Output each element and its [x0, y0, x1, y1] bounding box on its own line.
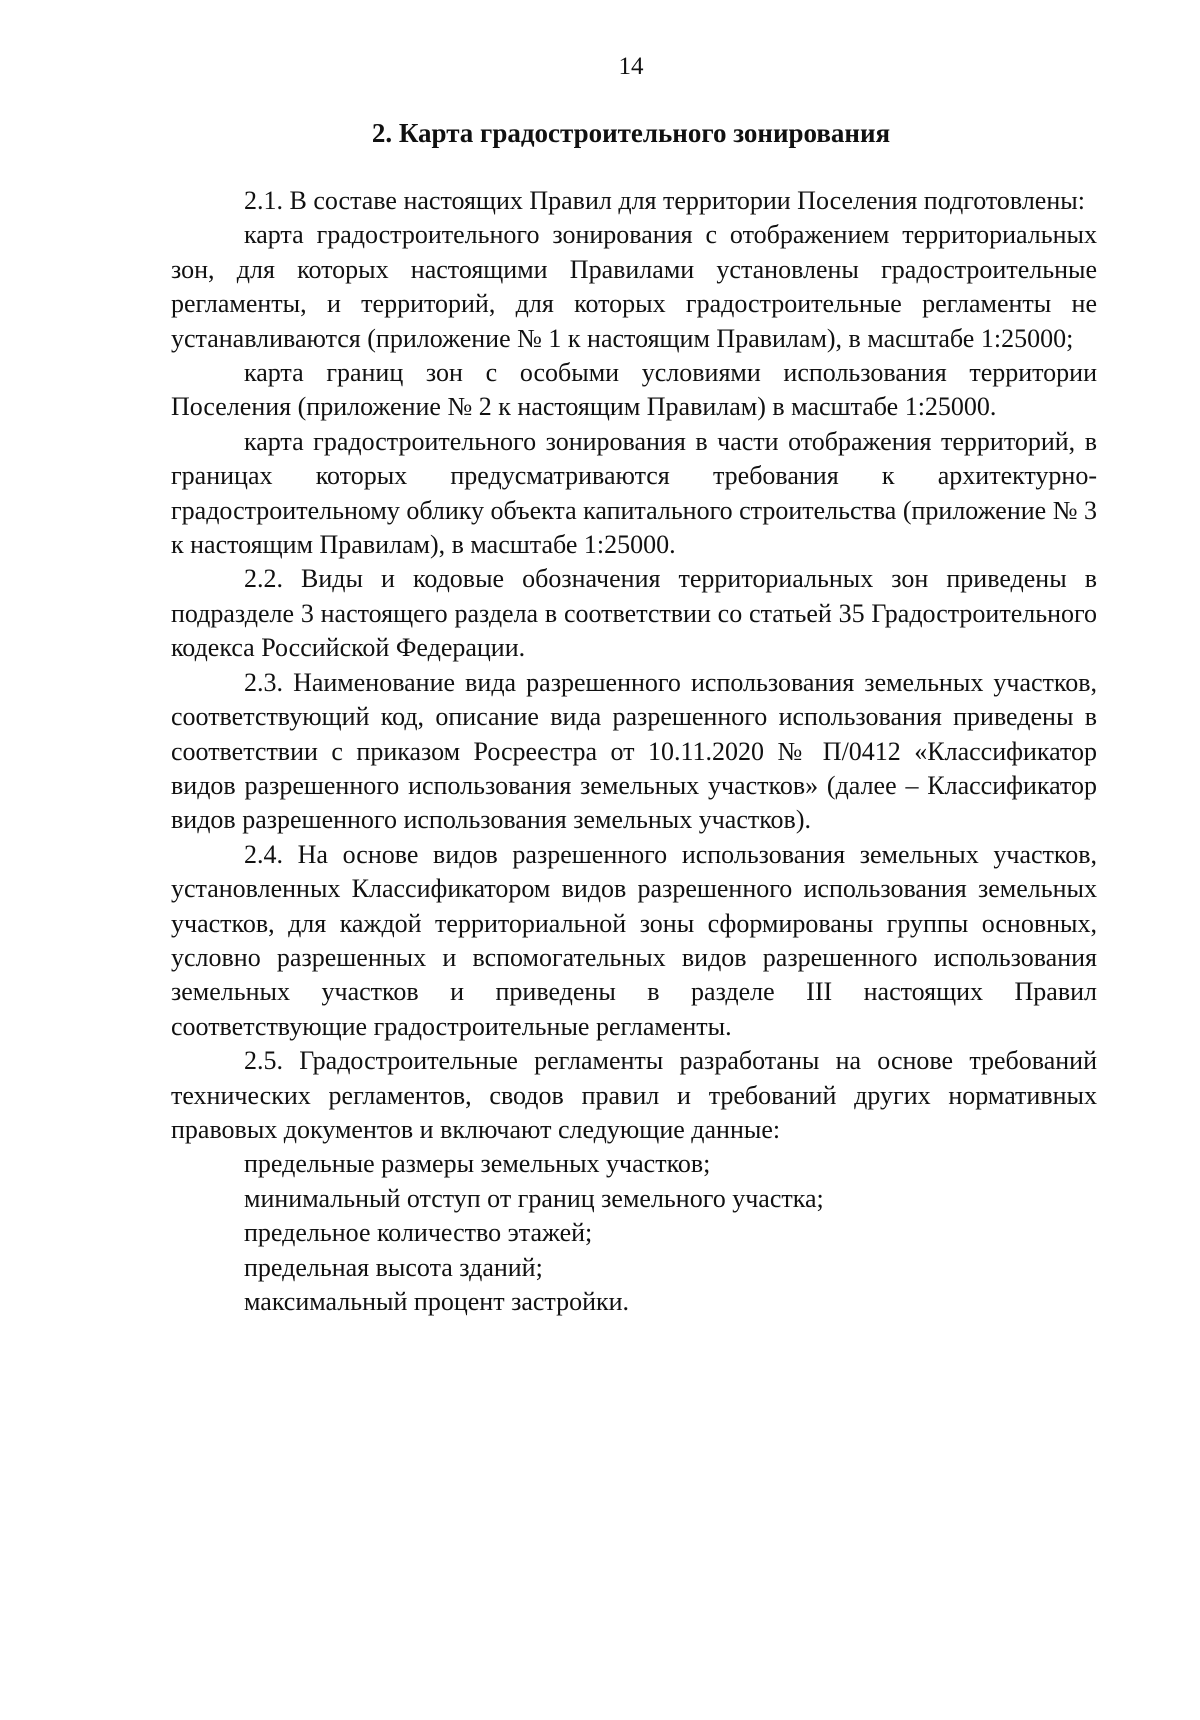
paragraph-2-3: 2.3. Наименование вида разрешенного использования земельных участков, соответствующий код, описание вида разрешенного использования приведены в соответствии с приказом Росреестра от 10.11.2020 № П/0412 «Классификатор видов разрешенного использования земельных участков» (далее – Классификатор видов разрешенного использования земельных участков).: [171, 667, 1097, 835]
list-item: предельное количество этажей;: [244, 1218, 593, 1248]
paragraph-map-architecture: карта градостроительного зонирования в части отображения территорий, в границах которых предусматриваются требования к архитектурно-градостроительному облику объекта капитального строительства (приложение № 3 к настоящим Правилам), в масштабе 1:25000.: [171, 426, 1097, 560]
list-item: предельная высота зданий;: [244, 1252, 543, 1282]
paragraph-map-zoning: карта градостроительного зонирования с отображением территориальных зон, для которых настоящими Правилами установлены градостроительные регламенты, и территорий, для которых градостроительные регламенты не устанавливаются (приложение № 1 к настоящим Правилам), в масштабе 1:25000;: [171, 220, 1097, 353]
paragraph-2-4: 2.4. На основе видов разрешенного использования земельных участков, установленных Классификатором видов разрешенного использования земельных участков, для каждой территориальной зоны сформированы группы основных, условно разрешенных и вспомогательных видов разрешенного использования земельных участков и приведены в разделе III настоящих Правил соответствующие градостроительные регламенты.: [171, 839, 1097, 1041]
list-item: предельные размеры земельных участков;: [244, 1149, 711, 1179]
paragraph-2-2: 2.2. Виды и кодовые обозначения территориальных зон приведены в подразделе 3 настоящего раздела в соответствии со статьей 35 Градостроительного кодекса Российской Федерации.: [171, 564, 1097, 663]
section-heading: 2. Карта градостроительного зонирования: [371, 118, 891, 148]
paragraph-2-5: 2.5. Градостроительные регламенты разработаны на основе требований технических регламентов, сводов правил и требований других нормативных правовых документов и включают следующие данные:: [171, 1046, 1097, 1144]
paragraph-map-special-zones: карта границ зон с особыми условиями использования территории Поселения (приложение № 2 к настоящим Правилам) в масштабе 1:25000.: [171, 358, 1097, 422]
list-item: минимальный отступ от границ земельного участка;: [244, 1183, 824, 1213]
list-item: максимальный процент застройки.: [244, 1287, 630, 1316]
page-number: 14: [618, 53, 644, 80]
paragraph-2-1: 2.1. В составе настоящих Правил для территории Поселения подготовлены:: [244, 186, 1085, 215]
document-body: [171, 184, 1097, 1319]
